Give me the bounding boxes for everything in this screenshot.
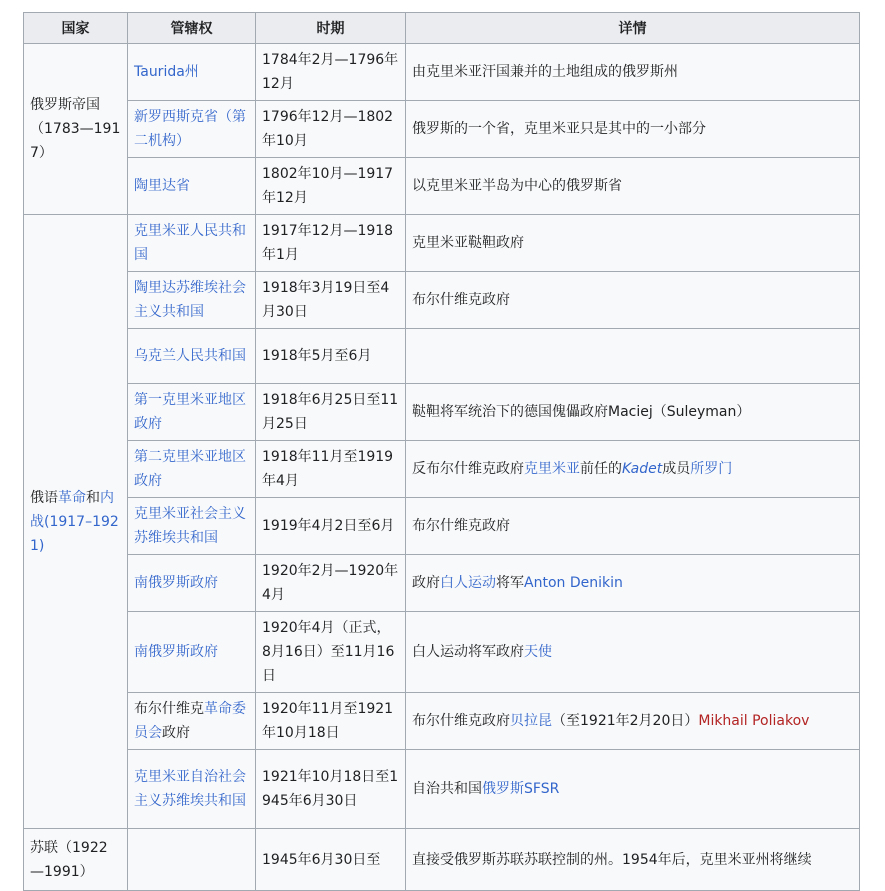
details-cell: 布尔什维克政府	[406, 498, 860, 555]
bela-kun-link[interactable]: 贝拉昆	[510, 713, 552, 729]
period-cell: 1920年11月至1921年10月18日	[256, 693, 406, 750]
jurisdiction-text: 布尔什维克	[134, 701, 204, 717]
details-cell: 直接受俄罗斯苏联苏联控制的州。1954年后，克里米亚州将继续	[406, 829, 860, 891]
jurisdiction-cell[interactable]	[128, 329, 256, 384]
period-cell: 1919年4月2日至6月	[256, 498, 406, 555]
details-cell: 克里米亚鞑靼政府	[406, 215, 860, 272]
period-cell: 1920年2月—1920年4月	[256, 555, 406, 612]
poliakov-link[interactable]: Mikhail Poliakov	[698, 713, 810, 729]
table-row	[24, 498, 860, 555]
jurisdiction-cell[interactable]	[128, 158, 256, 215]
period-cell: 1921年10月18日至1945年6月30日	[256, 750, 406, 829]
jurisdiction-cell	[128, 693, 256, 750]
jurisdiction-cell[interactable]	[128, 101, 256, 158]
jurisdiction-link[interactable]: 陶里达苏维埃社会主义共和国	[134, 280, 246, 320]
table-row	[24, 158, 860, 215]
jurisdiction-cell[interactable]	[128, 498, 256, 555]
details-text: 布尔什维克政府	[412, 713, 510, 729]
table-row	[24, 101, 860, 158]
rsfsr-link[interactable]: 俄罗斯SFSR	[482, 781, 560, 797]
jurisdiction-link[interactable]: 陶里达省	[134, 178, 190, 194]
table-row	[24, 555, 860, 612]
table-row	[24, 750, 860, 829]
jurisdiction-cell[interactable]	[128, 441, 256, 498]
jurisdiction-link[interactable]: 克里米亚社会主义苏维埃共和国	[134, 506, 246, 546]
details-text: 白人运动将军政府	[412, 644, 524, 660]
period-cell: 1918年6月25日至11月25日	[256, 384, 406, 441]
country-label-part: 俄语	[30, 489, 58, 506]
table-row	[24, 693, 860, 750]
jurisdiction-cell[interactable]	[128, 750, 256, 829]
period-cell: 1945年6月30日至	[256, 829, 406, 891]
jurisdiction-link[interactable]: 乌克兰人民共和国	[134, 348, 246, 364]
details-text: 反布尔什维克政府	[412, 461, 524, 477]
civil-war-link[interactable]: 内	[100, 489, 114, 506]
details-cell: 以克里米亚半岛为中心的俄罗斯省	[406, 158, 860, 215]
table-row	[24, 612, 860, 693]
jurisdiction-cell	[128, 829, 256, 891]
table-row	[24, 384, 860, 441]
header-period: 时期	[256, 13, 406, 44]
jurisdiction-cell[interactable]	[128, 384, 256, 441]
revolution-link[interactable]: 革命	[58, 489, 86, 506]
jurisdiction-table	[23, 12, 860, 891]
jurisdiction-link[interactable]: 新罗西斯克省（第二机构）	[134, 109, 246, 149]
details-cell: 布尔什维克政府	[406, 272, 860, 329]
country-revolution-civil-war	[24, 215, 128, 829]
table-row	[24, 329, 860, 384]
details-text: 政府	[412, 575, 440, 591]
jurisdiction-link[interactable]: 第一克里米亚地区政府	[134, 392, 246, 432]
period-cell: 1920年4月（正式，8月16日）至11月16日	[256, 612, 406, 693]
jurisdiction-link[interactable]: 克里米亚自治社会主义苏维埃共和国	[134, 769, 246, 809]
table-row	[24, 44, 860, 101]
details-cell	[406, 329, 860, 384]
jurisdiction-cell[interactable]	[128, 44, 256, 101]
details-cell	[406, 441, 860, 498]
details-cell: 俄罗斯的一个省，克里米亚只是其中的一小部分	[406, 101, 860, 158]
jurisdiction-table-wrapper	[23, 12, 860, 891]
revkom-link[interactable]: 革命委员会	[134, 701, 246, 741]
details-cell: 由克里米亚汗国兼并的土地组成的俄罗斯州	[406, 44, 860, 101]
country-russian-empire: 俄罗斯帝国（1783—1917）	[24, 44, 128, 215]
jurisdiction-link[interactable]: Taurida州	[134, 64, 199, 80]
header-jurisdiction: 管辖权	[128, 13, 256, 44]
jurisdiction-link[interactable]: 第二克里米亚地区政府	[134, 449, 246, 489]
details-text: 前任的	[580, 461, 622, 477]
angel-link[interactable]: 天使	[524, 644, 552, 660]
jurisdiction-cell[interactable]	[128, 555, 256, 612]
details-cell	[406, 555, 860, 612]
table-row	[24, 215, 860, 272]
period-cell: 1918年3月19日至4月30日	[256, 272, 406, 329]
details-text: 成员	[662, 461, 691, 477]
details-text: 自治共和国	[412, 781, 482, 797]
details-text: （至1921年2月20日）	[552, 713, 699, 729]
crimea-link[interactable]: 克里米亚	[524, 461, 580, 477]
details-cell	[406, 612, 860, 693]
civil-war-link[interactable]: 战(1917–1921)	[30, 513, 119, 554]
solomon-link[interactable]: 所罗门	[690, 461, 733, 477]
header-country: 国家	[24, 13, 128, 44]
period-cell: 1918年11月至1919年4月	[256, 441, 406, 498]
period-cell: 1917年12月—1918年1月	[256, 215, 406, 272]
table-row	[24, 272, 860, 329]
jurisdiction-cell[interactable]	[128, 215, 256, 272]
header-details: 详情	[406, 13, 860, 44]
details-cell	[406, 750, 860, 829]
table-row	[24, 829, 860, 891]
period-cell: 1918年5月至6月	[256, 329, 406, 384]
table-header-row	[24, 13, 860, 44]
period-cell: 1796年12月—1802年10月	[256, 101, 406, 158]
period-cell: 1784年2月—1796年12月	[256, 44, 406, 101]
jurisdiction-cell[interactable]	[128, 272, 256, 329]
kadet-link[interactable]: Kadet	[622, 461, 663, 477]
denikin-link[interactable]: Anton Denikin	[524, 575, 623, 591]
jurisdiction-link[interactable]: 南俄罗斯政府	[134, 575, 218, 591]
white-movement-link[interactable]: 白人运动	[440, 575, 496, 591]
jurisdiction-link[interactable]: 南俄罗斯政府	[134, 644, 218, 660]
country-label-part: 和	[86, 489, 100, 506]
details-cell	[406, 693, 860, 750]
period-cell: 1802年10月—1917年12月	[256, 158, 406, 215]
country-ussr: 苏联（1922—1991）	[24, 829, 128, 891]
jurisdiction-cell[interactable]	[128, 612, 256, 693]
details-cell: 鞑靼将军统治下的德国傀儡政府Maciej（Suleyman）	[406, 384, 860, 441]
table-row	[24, 441, 860, 498]
details-text: 将军	[496, 575, 524, 591]
jurisdiction-text: 政府	[162, 725, 190, 741]
jurisdiction-link[interactable]: 克里米亚人民共和国	[134, 223, 246, 263]
